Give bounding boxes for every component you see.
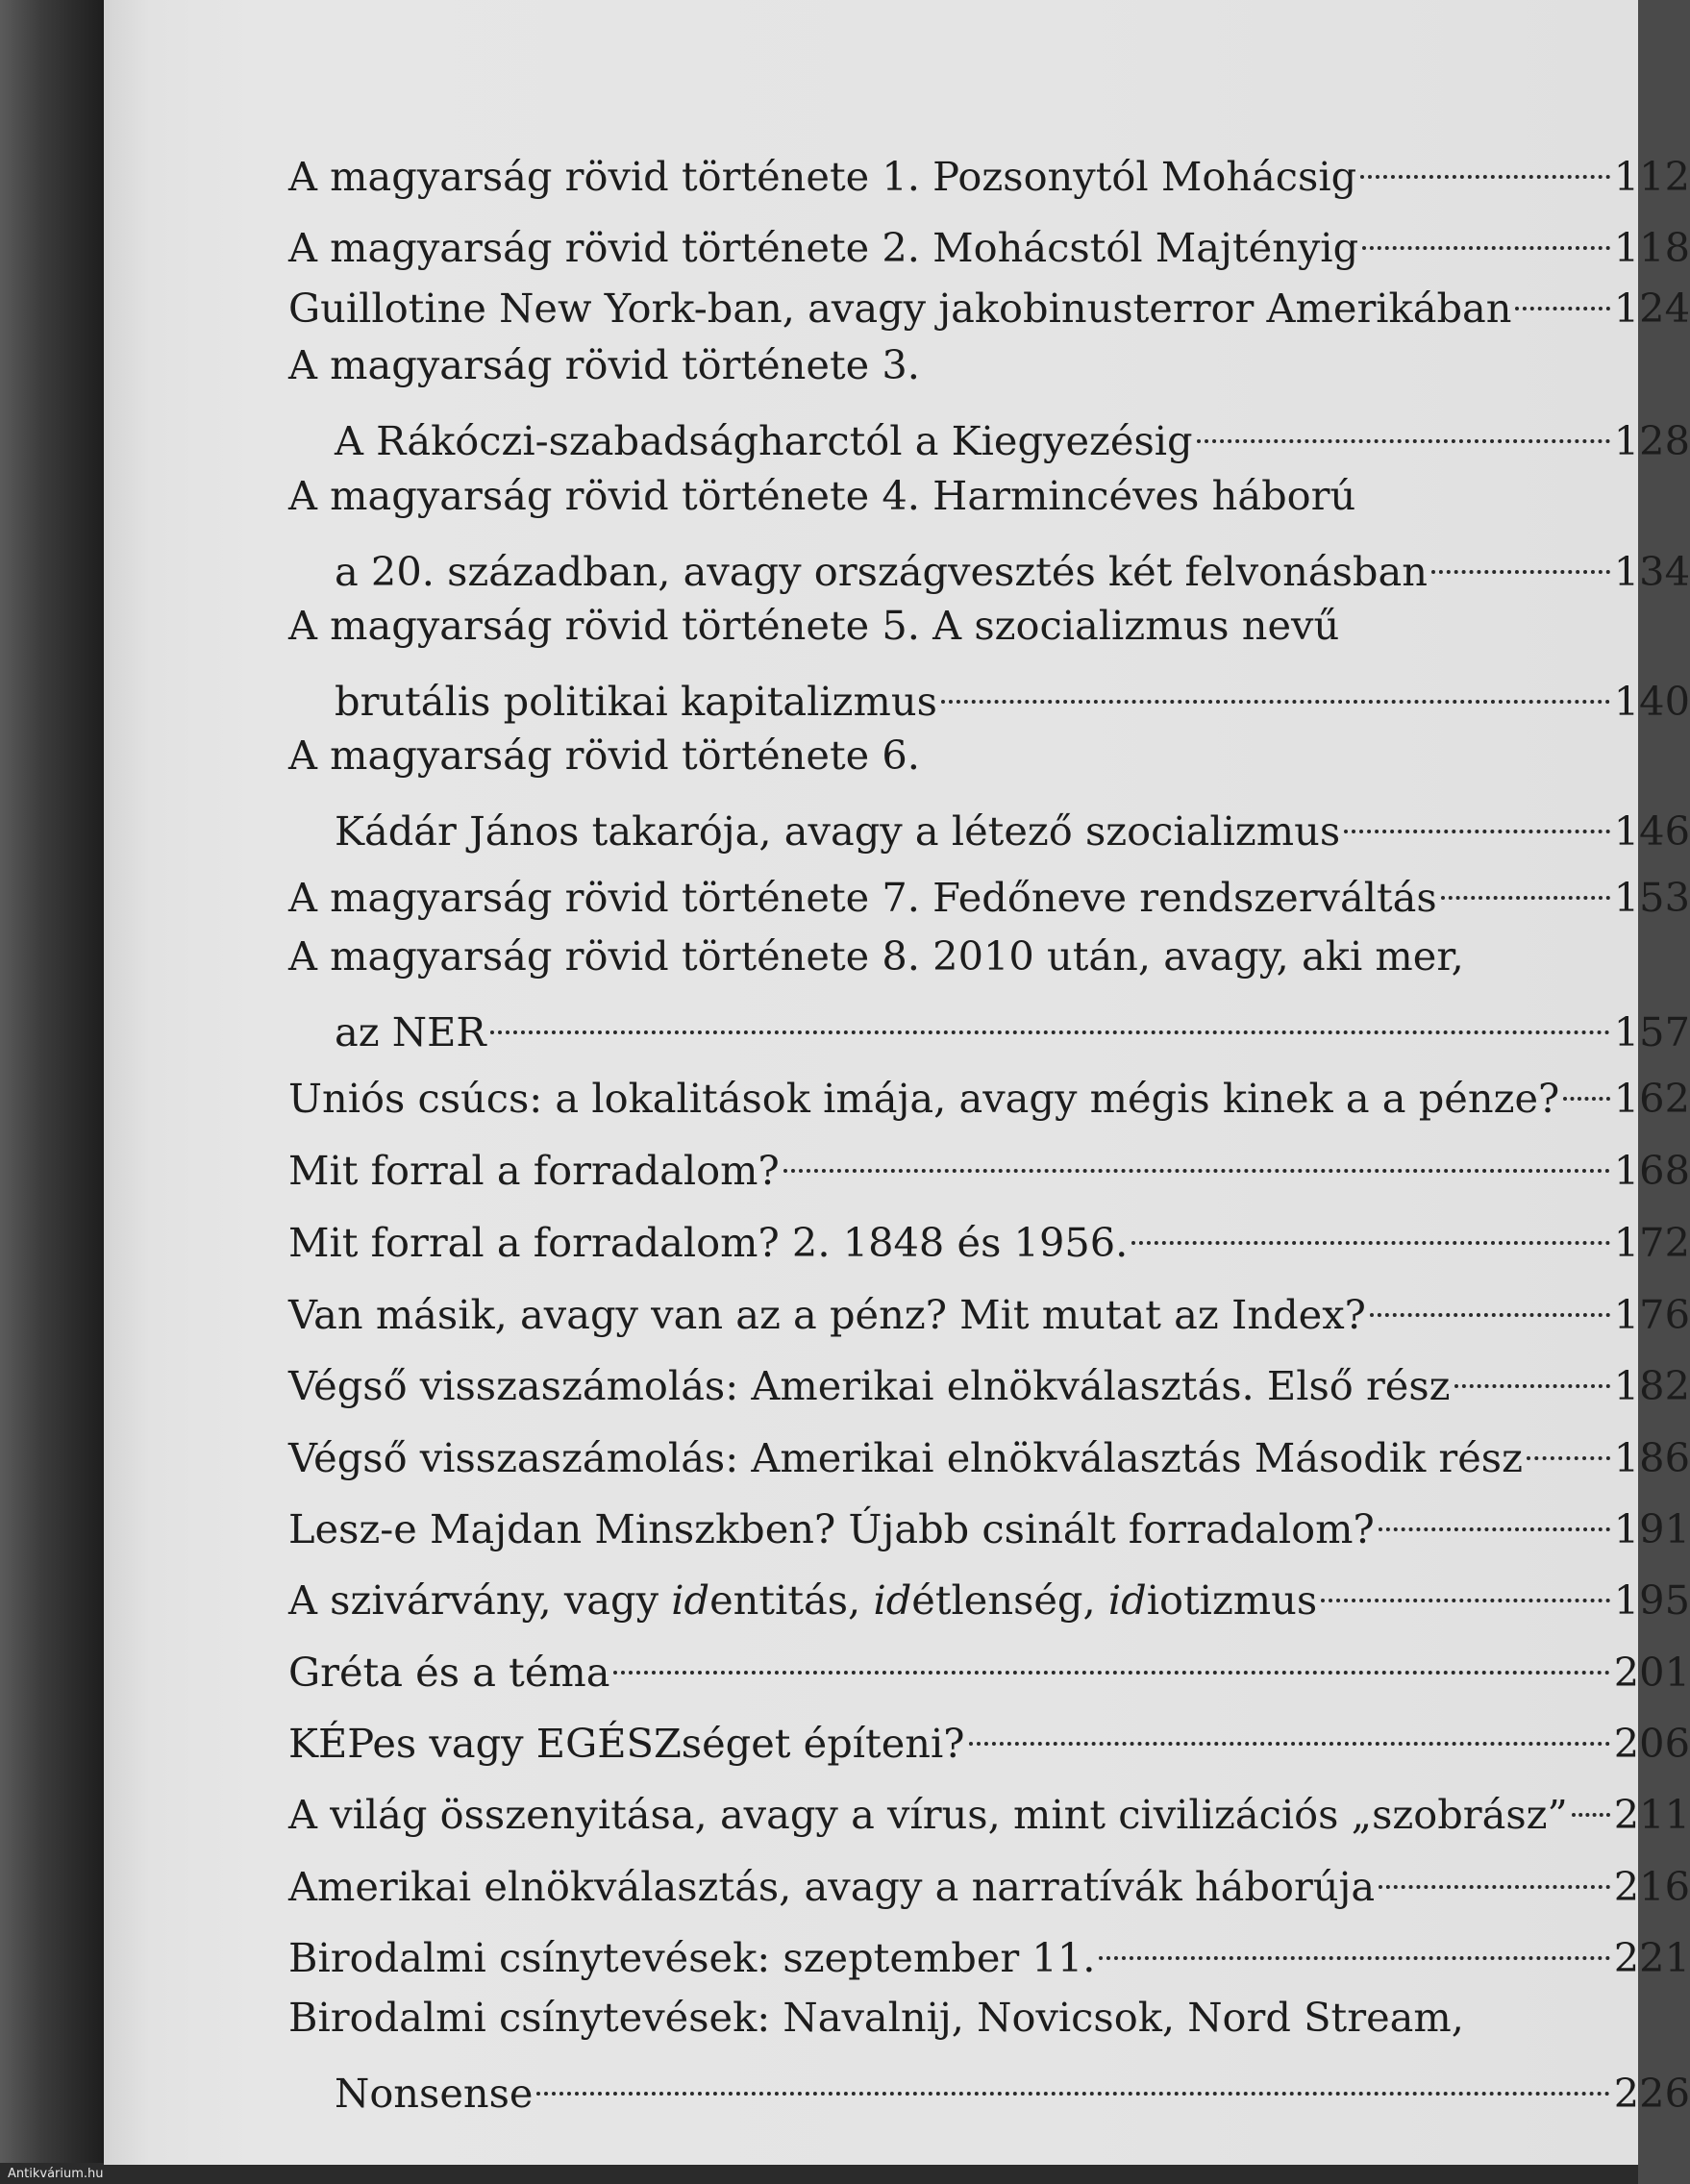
page-number: 140 — [1613, 678, 1690, 725]
dot-leader — [536, 2057, 1609, 2107]
toc-entry-title: KÉPes vagy EGÉSZséget építeni? — [288, 1720, 965, 1767]
title-part: A szivárvány, vagy — [288, 1576, 672, 1624]
page-number: 201 — [1613, 1649, 1690, 1696]
toc-entry — [288, 1707, 1690, 1767]
dot-leader — [969, 1707, 1610, 1757]
toc-entry-title: Uniós csúcs: a lokalitások imája, avagy mégis kinek a a pénze? — [288, 1075, 1560, 1122]
dot-leader — [1099, 1922, 1609, 1972]
page-number: 221 — [1613, 1934, 1690, 1981]
toc-entry-title: A világ összenyitása, avagy a vírus, mint civilizációs „szobrász” — [288, 1791, 1568, 1838]
toc-entry-title: A magyarság rövid története 1. Pozsonytól Mohácsig — [288, 153, 1357, 200]
dot-leader — [1360, 140, 1610, 190]
dot-leader — [1321, 1564, 1610, 1614]
title-part: iotizmus — [1146, 1576, 1318, 1624]
title-part: entitás, — [709, 1576, 874, 1624]
toc-entry — [288, 272, 1690, 332]
dot-leader — [490, 996, 1610, 1046]
toc-entry — [288, 1278, 1690, 1338]
dot-leader — [1197, 405, 1610, 455]
page-number: 124 — [1613, 285, 1690, 332]
page-number: 206 — [1613, 1720, 1690, 1767]
toc-entry — [288, 1850, 1690, 1910]
toc-entry-title: Guillotine New York-ban, avagy jakobinusterror Amerikában — [288, 285, 1512, 332]
toc-entry-title: Lesz-e Majdan Minszkben? Újabb csinált forradalom? — [288, 1505, 1375, 1552]
toc-entry-title: Birodalmi csínytevések: szeptember 11. — [288, 1934, 1096, 1981]
toc-entry — [288, 1134, 1690, 1194]
toc-entry-title: A Rákóczi-szabadságharctól a Kiegyezésig — [335, 417, 1193, 464]
toc-entry — [335, 405, 1690, 464]
toc-entry-title-rainbow — [288, 1576, 1317, 1626]
toc-entry — [288, 861, 1690, 921]
dot-leader — [1344, 795, 1610, 845]
dot-leader — [1454, 1350, 1610, 1400]
dot-leader — [1131, 1206, 1609, 1256]
title-part: étlenség, — [911, 1576, 1108, 1624]
toc-entry-line — [288, 601, 1690, 651]
dot-leader — [1379, 1850, 1610, 1900]
toc-entry — [288, 1350, 1690, 1409]
page-number: 134 — [1613, 548, 1690, 595]
page-number: 176 — [1613, 1291, 1690, 1338]
background-bottom — [0, 2163, 1638, 2184]
page-number: 226 — [1613, 2070, 1690, 2117]
toc-entry — [288, 1062, 1690, 1122]
toc-entry-line — [288, 471, 1690, 521]
background-shelf — [0, 0, 104, 2184]
toc-entry-title: Nonsense — [335, 2070, 534, 2117]
dot-leader — [613, 1636, 1609, 1686]
toc-entry — [288, 1636, 1690, 1696]
page-number: 216 — [1613, 1863, 1690, 1910]
toc-entry-title: Van másik, avagy van az a pénz? Mit mutat az Index? — [288, 1291, 1366, 1338]
page-number: 157 — [1613, 1008, 1690, 1055]
dot-leader — [941, 665, 1610, 715]
toc-entry-line — [288, 731, 1690, 781]
toc-entry — [335, 996, 1690, 1055]
dot-leader — [1563, 1062, 1610, 1112]
watermark: Antikvárium.hu — [4, 2167, 108, 2181]
page-number: 186 — [1613, 1434, 1690, 1481]
toc-entry — [335, 665, 1690, 725]
table-of-contents — [104, 0, 1690, 2165]
dot-leader — [1370, 1278, 1610, 1328]
page-number: 182 — [1613, 1362, 1690, 1409]
toc-entry-title: A magyarság rövid története 5. A szocializmus nevű — [288, 602, 1340, 649]
page-number: 162 — [1613, 1075, 1690, 1122]
toc-entry — [335, 2057, 1690, 2117]
dot-leader — [1362, 211, 1610, 261]
toc-entry-line — [288, 931, 1690, 981]
toc-entry — [335, 535, 1690, 595]
dot-leader — [1527, 1422, 1610, 1472]
toc-entry — [288, 1422, 1690, 1481]
toc-entry — [288, 1922, 1690, 1981]
page-number: 128 — [1613, 417, 1690, 464]
page-number: 112 — [1613, 153, 1690, 200]
toc-entry-title: A magyarság rövid története 6. — [288, 732, 920, 779]
toc-entry-title: A magyarság rövid története 3. — [288, 341, 920, 388]
toc-entry-title: Mit forral a forradalom? 2. 1848 és 1956. — [288, 1219, 1129, 1266]
toc-entry — [288, 1564, 1690, 1624]
toc-entry-title: brutális politikai kapitalizmus — [335, 678, 937, 725]
toc-entry-line — [288, 1993, 1690, 2043]
toc-entry-title: A magyarság rövid története 8. 2010 után, avagy, aki mer, — [288, 932, 1464, 980]
page-number: 195 — [1613, 1576, 1690, 1624]
italic-prefix: id — [671, 1576, 710, 1624]
page-number: 168 — [1613, 1147, 1690, 1194]
toc-entry — [288, 1778, 1690, 1838]
toc-entry — [288, 140, 1690, 200]
toc-entry-title: Végső visszaszámolás: Amerikai elnökválasztás. Első rész — [288, 1362, 1451, 1409]
toc-entry-title: A magyarság rövid története 2. Mohácstól Majtényig — [288, 224, 1359, 271]
toc-entry-title: A magyarság rövid története 4. Harmincéves háború — [288, 472, 1356, 519]
toc-entry-title: Mit forral a forradalom? — [288, 1147, 780, 1194]
toc-entry-title: Birodalmi csínytevések: Navalnij, Novicsok, Nord Stream, — [288, 1994, 1464, 2041]
book-page — [104, 0, 1690, 2165]
page-number: 153 — [1613, 874, 1690, 921]
dot-leader — [1431, 535, 1610, 585]
italic-prefix: id — [873, 1576, 912, 1624]
toc-entry — [288, 211, 1690, 271]
page-number: 118 — [1613, 224, 1690, 271]
dot-leader — [1515, 272, 1609, 322]
toc-entry — [335, 795, 1690, 855]
page-number: 191 — [1613, 1505, 1690, 1552]
page-number: 146 — [1613, 807, 1690, 855]
toc-entry — [288, 1206, 1690, 1266]
italic-prefix: id — [1107, 1576, 1147, 1624]
toc-entry-title: Kádár János takarója, avagy a létező szocializmus — [335, 807, 1341, 855]
toc-entry-title: Gréta és a téma — [288, 1649, 610, 1696]
dot-leader — [1379, 1493, 1610, 1543]
toc-entry-title: a 20. században, avagy országvesztés két felvonásban — [335, 548, 1428, 595]
page-number: 211 — [1613, 1791, 1690, 1838]
toc-entry — [288, 1493, 1690, 1552]
dot-leader — [1572, 1778, 1610, 1828]
page-number: 172 — [1613, 1219, 1690, 1266]
toc-entry-title: Végső visszaszámolás: Amerikai elnökválasztás Második rész — [288, 1434, 1523, 1481]
dot-leader — [783, 1134, 1610, 1184]
toc-entry-title: Amerikai elnökválasztás, avagy a narratívák háborúja — [288, 1863, 1376, 1910]
toc-entry-title: az NER — [335, 1008, 486, 1055]
toc-entry-line — [288, 340, 1690, 390]
dot-leader — [1441, 861, 1610, 911]
toc-entry-title: A magyarság rövid története 7. Fedőneve rendszerváltás — [288, 874, 1437, 921]
